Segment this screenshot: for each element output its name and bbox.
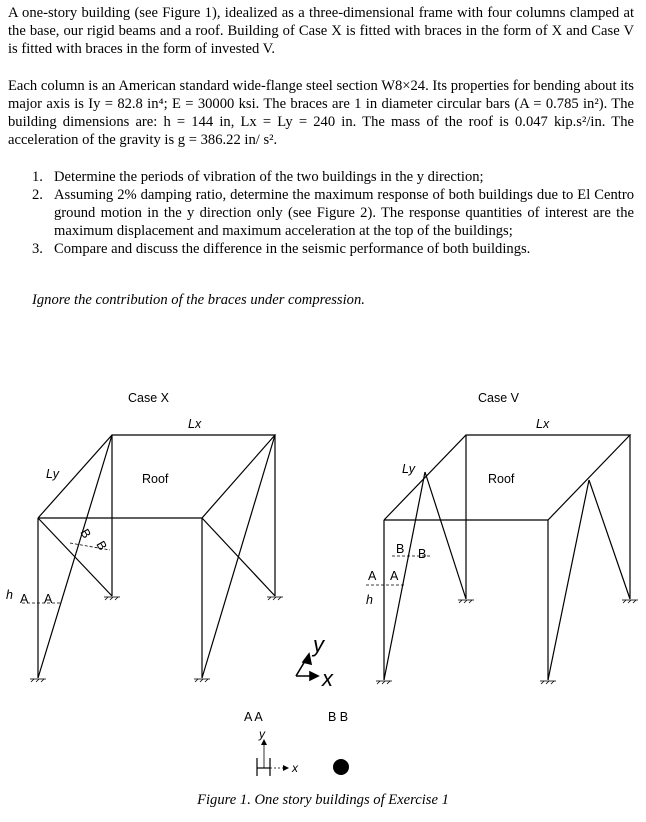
section-x-label: x — [292, 761, 298, 775]
section-bb-label: B B — [328, 710, 349, 724]
case-v-supports — [376, 600, 638, 684]
case-x-b2: B — [93, 538, 110, 553]
case-x-roof: Roof — [142, 472, 169, 486]
case-x-b1: B — [77, 526, 94, 541]
wide-flange-section — [257, 739, 289, 776]
section-y-label: y — [259, 727, 265, 741]
task-number: 3. — [32, 241, 43, 257]
axis-x-label: x — [322, 666, 333, 691]
figure-1 — [0, 380, 646, 790]
case-v-roof: Roof — [488, 472, 515, 486]
circular-bar-section — [333, 759, 349, 775]
figure-caption: Figure 1. One story buildings of Exercise 1 — [197, 792, 449, 808]
case-x-supports — [30, 597, 283, 682]
axis-triad — [296, 654, 318, 680]
task-text: Compare and discuss the difference in the seismic performance of both buildings. — [54, 241, 531, 257]
axis-y-label: y — [313, 632, 324, 657]
case-x-a2: A — [44, 592, 53, 606]
case-x-title: Case X — [128, 391, 169, 405]
case-v-h: h — [366, 593, 373, 607]
task-number: 1. — [32, 169, 43, 185]
paragraph-intro: A one-story building (see Figure 1), idealized as a three-dimensional frame with four columns clamped at the base, our rigid beams and a roof. Building of Case X is fitted with braces in the form of X and Case V is fitted with braces in the form of invested V. — [8, 5, 634, 57]
case-v-a1: A — [368, 569, 377, 583]
case-v-a2: A — [390, 569, 399, 583]
note: Ignore the contribution of the braces under compression. — [32, 292, 365, 308]
task-item — [22, 240, 634, 258]
case-x-a1: A — [20, 592, 29, 606]
case-x-lx: Lx — [188, 417, 202, 431]
case-v-b2: B — [418, 547, 427, 561]
task-number: 2. — [32, 187, 43, 203]
task-item — [22, 168, 634, 186]
case-v-lx: Lx — [536, 417, 550, 431]
case-v-ly: Ly — [402, 462, 415, 476]
case-v-title: Case V — [478, 391, 519, 405]
task-item — [22, 186, 634, 240]
paragraph-properties: Each column is an American standard wide-flange steel section W8×24. Its properties for bending about its major axis is Iy = 82.8 in⁴; E = 30000 ksi. The braces are 1 in diameter circular bars (A = 0.785 in²). The building dimensions are: h = 144 in, Lx = Ly = 240 in. The mass of the roof is 0.047 kip.s²/in. The acceleration of the gravity is g = 386.22 in/ s². — [8, 78, 634, 148]
task-text: Determine the periods of vibration of the two buildings in the y direction; — [54, 169, 484, 185]
case-x-ly: Ly — [46, 467, 59, 481]
case-v-b1: B — [396, 542, 405, 556]
case-x-h: h — [6, 588, 13, 602]
section-aa-label: A A — [244, 710, 263, 724]
task-list — [22, 168, 634, 258]
task-text: Assuming 2% damping ratio, determine the maximum response of both buildings due to El Centro ground motion in the y direction only (see Figure 2). The response quantities of interest are the maximum displacement and maximum acceleration at the top of the buildings; — [54, 187, 634, 239]
